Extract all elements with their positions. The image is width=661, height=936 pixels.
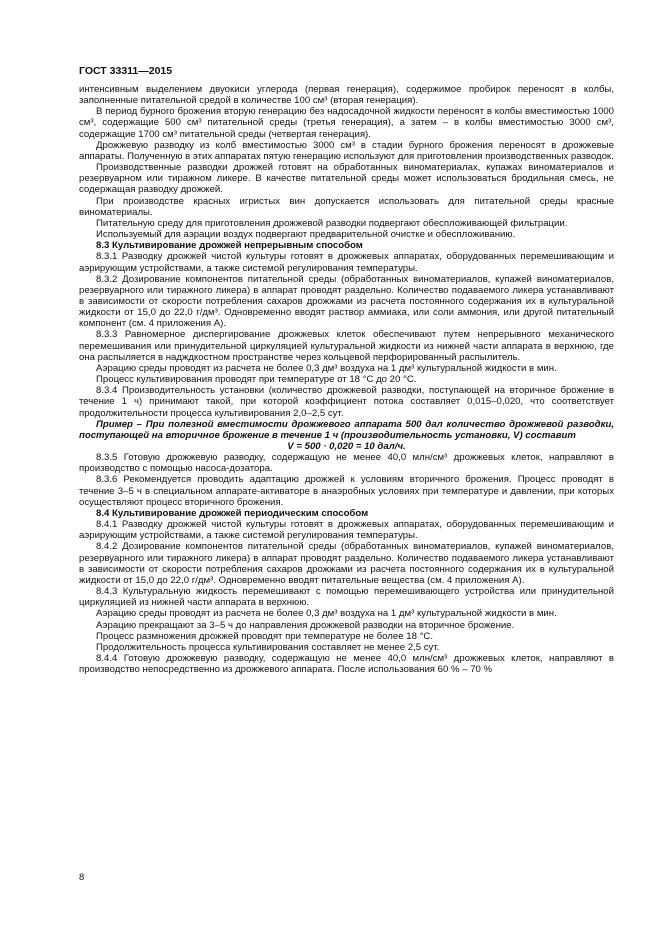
paragraph: 8.4.4 Готовую дрожжевую разводку, содержащую не менее 40,0 млн/см³ дрожжевых клеток, направляют в производство непосредственно из дрожжевого аппарата. После использования 60 % – 70 %	[79, 652, 614, 676]
paragraph: 8.3.4 Производительность установки (количество дрожжевой разводки, поступающей на вторичное брожение в течение 1 ч) принимают такой, при которой коэффициент потока составляет 0,015–0,020, что соответствует продолжительности процесса культивирования 2,0–2,5 сут.	[79, 385, 614, 419]
document-body	[79, 84, 614, 675]
paragraph: Процесс культивирования проводят при температуре от 18 °С до 20 °С.	[96, 374, 417, 386]
page-number: 8	[79, 872, 85, 883]
paragraph: Производственные разводки дрожжей готовят на обработанных виноматериалах, купажах виноматериалов и резервуарном или тиражном ликере. В качестве питательной среды может использоваться бродильная смесь, не содержащая разводку дрожжей.	[79, 162, 614, 196]
formula: V = 500 · 0,020 = 10 дал/ч.	[287, 441, 406, 452]
paragraph: 8.3.1 Разводку дрожжей чистой культуры готовят в дрожжевых аппаратах, оборудованных перемешивающим и аэрирующим устройствами, а также системой регулирования температуры.	[79, 251, 614, 274]
paragraph: Питательную среду для приготовления дрожжевой разводки подвергают обеспложивающей фильтрации.	[96, 217, 568, 229]
section-heading: 8.3 Культивирование дрожжей непрерывным способом	[96, 240, 363, 252]
section-heading: 8.4 Культивирование дрожжей периодическим способом	[96, 507, 369, 519]
paragraph: 8.3.2 Дозирование компонентов питательной среды (обработанных виноматериалов, купажей виноматериалов, резервуарного или тиражного ликера) в аппарат проводят раздельно. Количество подаваемого ликера устанавливают в зависимости от скорости потребления сахаров дрожжами из расчета постоянного содержания их в культуральной жидкости от 15,0 до 22,0 г/дм³. Одновременно вводят раствор аммиака, или соли аммония, или другой питательный компонент (см. 4 приложения А).	[79, 273, 614, 330]
paragraph: 8.4.2 Дозирование компонентов питательной среды (обработанных виноматериалов, купажей виноматериалов, резервуарного или тиражного ликера) в аппарат проводят раздельно. Количество подаваемого ликера устанавливают в зависимости от скорости потребления сахаров дрожжами из расчета постоянного содержания их в культуральной жидкости от 15,0 до 22,0 г/дм³. Одновременно вводят питательные вещества (см. 4 приложения А).	[79, 541, 614, 586]
paragraph: Процесс размножения дрожжей проводят при температуре не более 18 °С.	[96, 630, 434, 642]
paragraph: 8.4.3 Культуральную жидкость перемешивают с помощью перемешивающего устройства или принудительной циркуляцией из нижней части аппарата в верхнюю.	[79, 586, 614, 609]
paragraph: 8.4.1 Разводку дрожжей чистой культуры готовят в дрожжевых аппаратах, оборудованных перемешивающим и аэрирующим устройствами, а также системой регулирования температуры.	[79, 519, 614, 542]
paragraph: 8.3.6 Рекомендуется проводить адаптацию дрожжей к условиям вторичного брожения. Процесс проводят в течение 3–5 ч в специальном аппарате-активаторе в анаэробных условиях при температуре и давлении, при которых осуществляют процесс вторичного брожения.	[79, 474, 614, 508]
paragraph: интенсивным выделением двуокиси углерода (первая генерация), содержимое пробирок переносят в колбы, заполненные питательной средой в количестве 100 см³ (вторая генерация).	[79, 84, 614, 107]
paragraph: Аэрацию среды проводят из расчета не более 0,3 дм³ воздуха на 1 дм³ культуральной жидкости в мин.	[96, 362, 557, 374]
paragraph: Продолжительность процесса культивирования составляет не менее 2,5 сут.	[96, 641, 440, 653]
document-header: ГОСТ 33311—2015	[79, 65, 173, 77]
paragraph: Аэрацию среды проводят из расчета не более 0,3 дм³ воздуха на 1 дм³ культуральной жидкости в мин.	[96, 608, 557, 620]
paragraph: При производстве красных игристых вин допускается использовать для питательной среды красные виноматериалы.	[79, 195, 614, 218]
paragraph: 8.3.3 Равномерное диспергирование дрожжевых клеток обеспечивают путем непрерывного механического перемешивания или принудительной циркуляцией культуральной жидкости из нижней части аппарата в верхнюю, где она распыляется в надждкостном пространстве через кольцевой перфорированный распылитель.	[79, 329, 614, 363]
paragraph: В период бурного брожения вторую генерацию без надосадочной жидкости переносят в колбы вместимостью 1000 см³, содержащие 500 см³ питательной среды (третья генерация), а затем – в колбы вместимостью 3000 см³, содержащие 1700 см³ питательной среды (четвертая генерация).	[79, 106, 614, 140]
paragraph: Аэрацию прекращают за 3–5 ч до направления дрожжевой разводки на вторичное брожение.	[96, 619, 515, 631]
paragraph: Дрожжевую разводку из колб вместимостью 3000 см³ в стадии бурного брожения переносят в дрожжевые аппараты. Полученную в этих аппаратах пятую генерацию используют для приготовления производственных разводок.	[79, 139, 614, 162]
paragraph: Используемый для аэрации воздух подвергают предварительной очистке и обеспложиванию.	[96, 229, 516, 241]
example-paragraph: Пример – При полезной вместимости дрожжевого аппарата 500 дал количество дрожжевой разводки, поступающей на вторичное брожение в течение 1 ч (производительность установки, V) составит	[79, 418, 614, 441]
paragraph: 8.3.5 Готовую дрожжевую разводку, содержащую не менее 40,0 млн/см³ дрожжевых клеток, направляют в производство с помощью насоса-дозатора.	[79, 452, 614, 475]
